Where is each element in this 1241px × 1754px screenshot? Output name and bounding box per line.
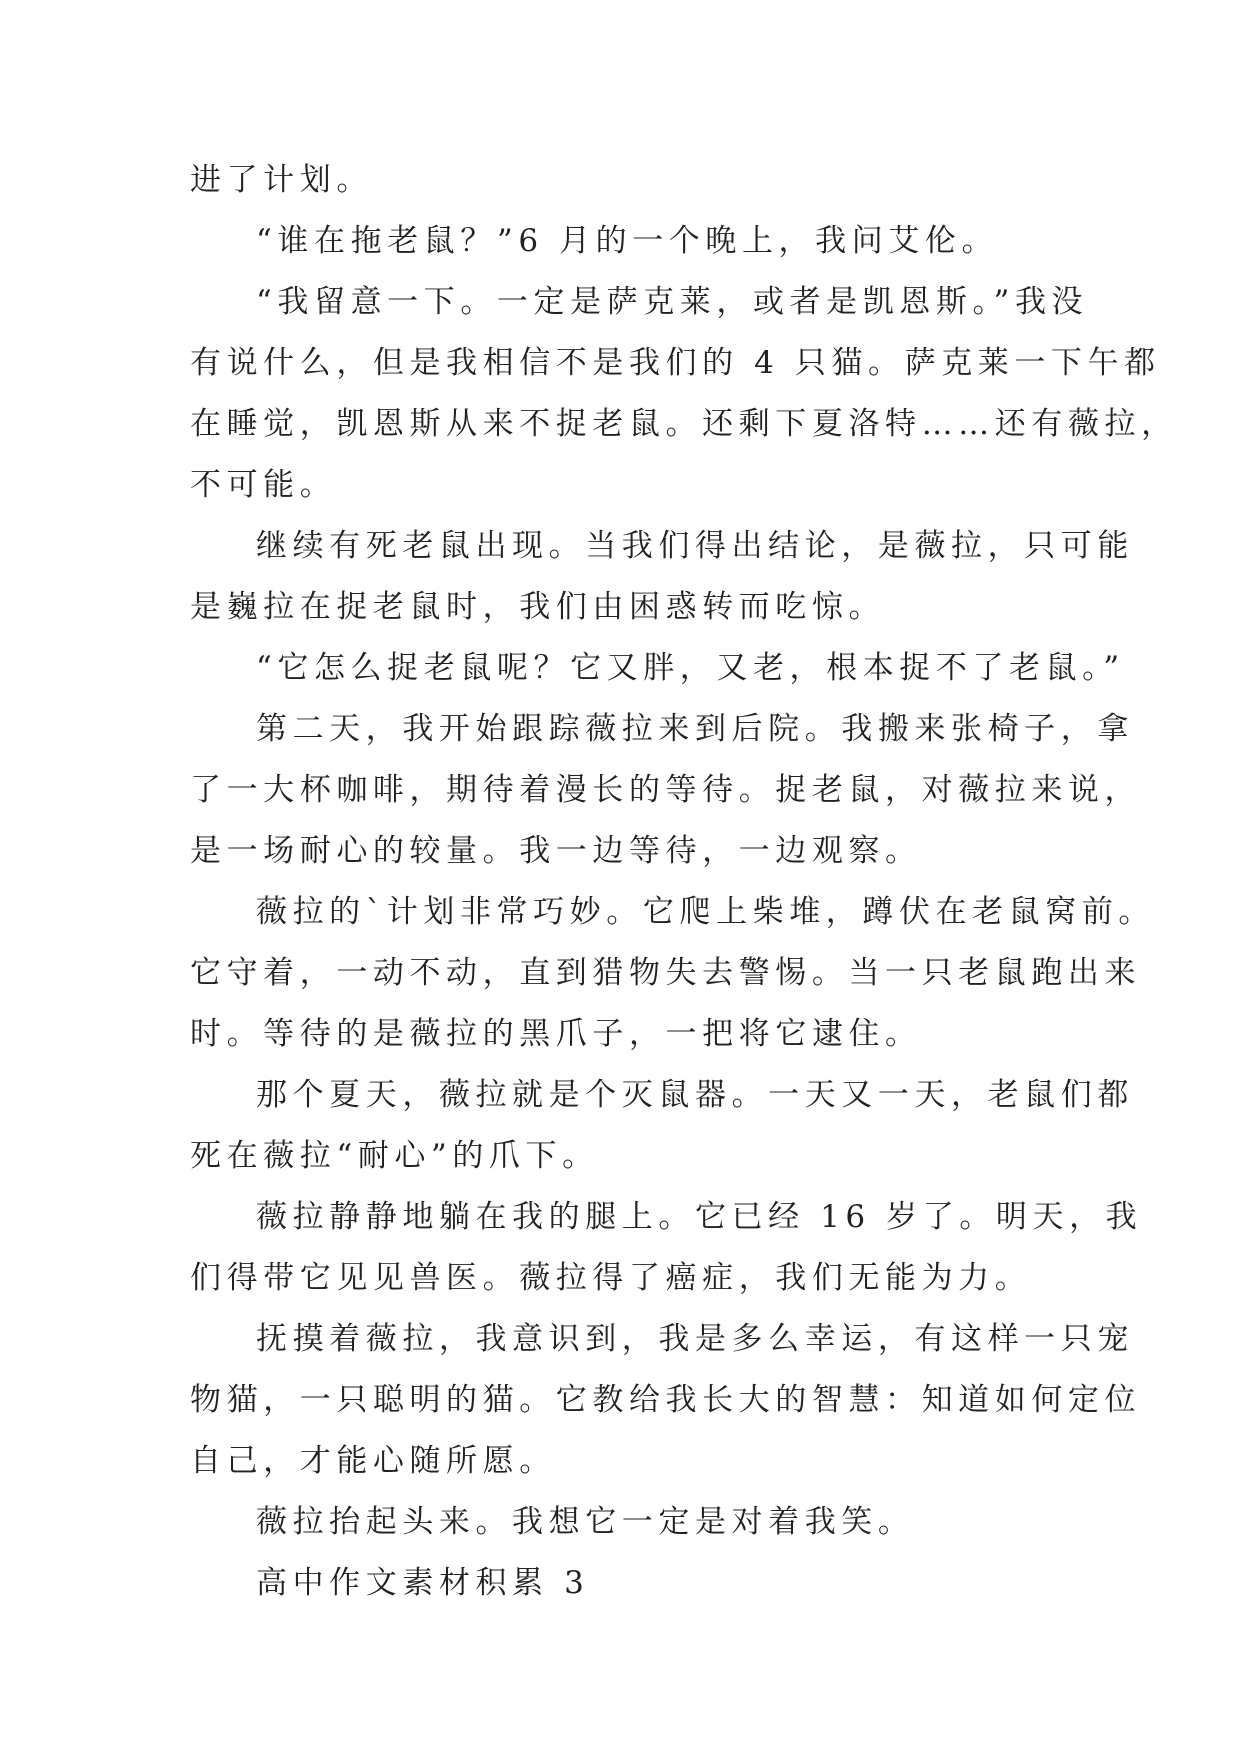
text-line: “我留意一下。一定是萨克莱，或者是凯恩斯。”我没 [256, 284, 1089, 320]
text-line: 是巍拉在捉老鼠时，我们由困惑转而吃惊。 [190, 589, 886, 625]
text-line: 自己，才能心随所愿。 [190, 1443, 556, 1479]
text-line: 死在薇拉“耐心”的爪下。 [190, 1138, 599, 1174]
text-line: 们得带它见见兽医。薇拉得了癌症，我们无能为力。 [190, 1260, 1032, 1296]
text-line: 是一场耐心的较量。我一边等待，一边观察。 [190, 833, 922, 869]
text-line: “谁在拖老鼠？”6 月的一个晚上，我问艾伦。 [256, 223, 999, 259]
text-line: 了一大杯咖啡，期待着漫长的等待。捉老鼠，对薇拉来说， [190, 772, 1142, 808]
text-line: 抚摸着薇拉，我意识到，我是多么幸运，有这样一只宠 [256, 1321, 1134, 1357]
text-line: 继续有死老鼠出现。当我们得出结论，是薇拉，只可能 [256, 528, 1134, 564]
text-line: 薇拉静静地躺在我的腿上。它已经 16 岁了。明天，我 [256, 1199, 1143, 1235]
text-line: 那个夏天，薇拉就是个灭鼠器。一天又一天，老鼠们都 [256, 1077, 1134, 1113]
text-line: “它怎么捉老鼠呢？它又胖，又老，根本捉不了老鼠。” [256, 650, 1125, 686]
document-body [190, 150, 1178, 1614]
text-line: 第二天，我开始跟踪薇拉来到后院。我搬来张椅子，拿 [256, 711, 1134, 747]
text-line: 有说什么，但是我相信不是我们的 4 只猫。萨克莱一下午都 [190, 345, 1161, 381]
text-line: 薇拉的`计划非常巧妙。它爬上柴堆，蹲伏在老鼠窝前。 [256, 894, 1155, 930]
text-line: 在睡觉，凯恩斯从来不捉老鼠。还剩下夏洛特……还有薇拉， [190, 406, 1178, 442]
text-line: 它守着，一动不动，直到猎物失去警惕。当一只老鼠跑出来 [190, 955, 1142, 991]
text-line: 时。等待的是薇拉的黑爪子，一把将它逮住。 [190, 1016, 922, 1052]
text-line: 高中作文素材积累 3 [256, 1565, 590, 1601]
text-line: 物猫，一只聪明的猫。它教给我长大的智慧：知道如何定位 [190, 1382, 1142, 1418]
text-line: 不可能。 [190, 467, 337, 503]
text-line: 进了计划。 [190, 162, 373, 198]
text-line: 薇拉抬起头来。我想它一定是对着我笑。 [256, 1504, 915, 1540]
